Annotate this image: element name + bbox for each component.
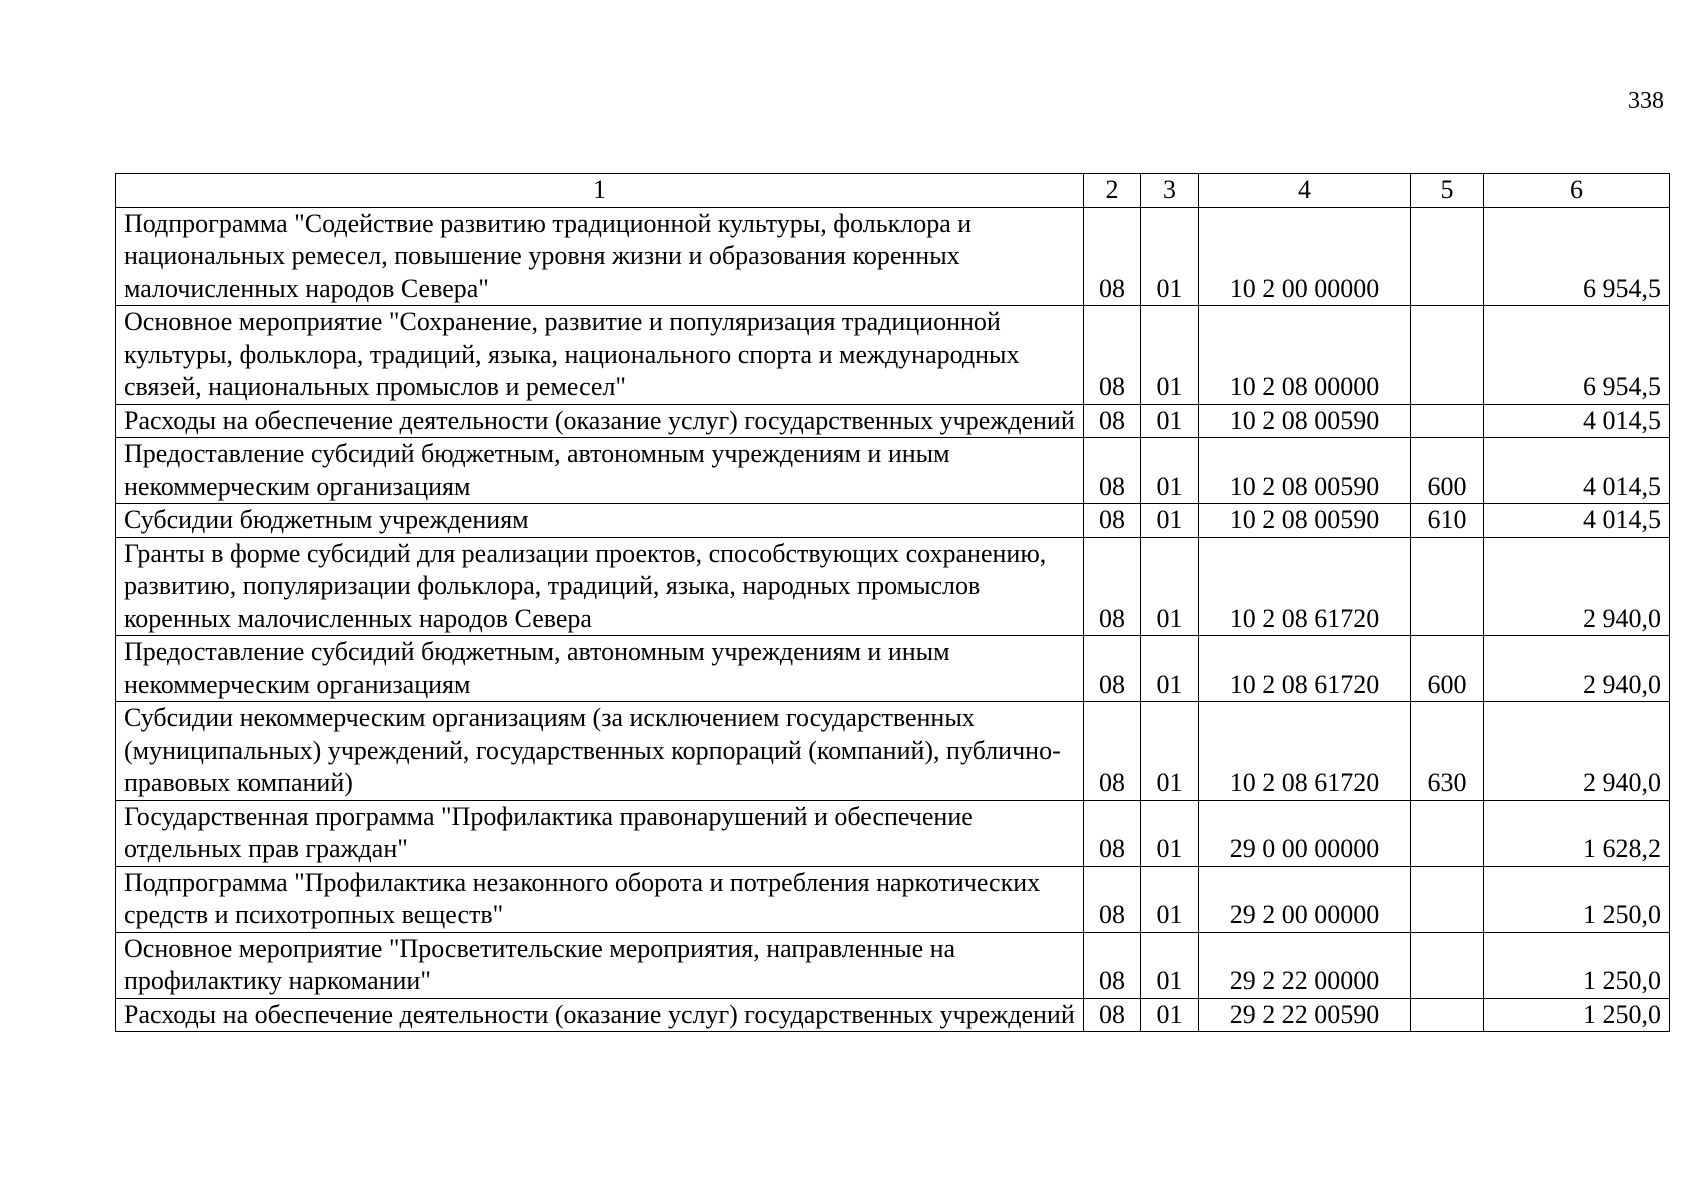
column-header-amount: 6	[1484, 174, 1670, 208]
table-row	[116, 207, 1670, 306]
row-expense-type-cell	[1411, 932, 1484, 998]
row-target-article-cell: 29 2 22 00000	[1199, 932, 1411, 998]
row-expense-type-cell	[1411, 404, 1484, 438]
row-amount-cell: 2 940,0	[1484, 537, 1670, 636]
row-name-cell: Основное мероприятие "Сохранение, развитие и популяризация традиционной культуры, фольклора, традиций, языка, национального спорта и международных связей, национальных промыслов и ремесел"	[116, 306, 1084, 405]
column-header-name: 1	[116, 174, 1084, 208]
row-target-article-cell: 10 2 08 00590	[1199, 404, 1411, 438]
row-expense-type-cell	[1411, 306, 1484, 405]
header-row	[116, 174, 1670, 208]
row-subsection-cell: 01	[1141, 932, 1199, 998]
row-name-cell: Предоставление субсидий бюджетным, автономным учреждениям и иным некоммерческим организациям	[116, 636, 1084, 702]
row-section-cell: 08	[1084, 207, 1141, 306]
table-row	[116, 438, 1670, 504]
row-section-cell: 08	[1084, 404, 1141, 438]
table-row	[116, 800, 1670, 866]
row-expense-type-cell	[1411, 207, 1484, 306]
row-target-article-cell: 29 0 00 00000	[1199, 800, 1411, 866]
table-row	[116, 404, 1670, 438]
row-name-cell: Субсидии некоммерческим организациям (за исключением государственных (муниципальных) учреждений, государственных корпораций (компаний), публично-правовых компаний)	[116, 702, 1084, 801]
row-section-cell: 08	[1084, 438, 1141, 504]
table-row	[116, 866, 1670, 932]
row-subsection-cell: 01	[1141, 404, 1199, 438]
table-row	[116, 504, 1670, 538]
row-subsection-cell: 01	[1141, 636, 1199, 702]
row-subsection-cell: 01	[1141, 306, 1199, 405]
row-section-cell: 08	[1084, 702, 1141, 801]
row-name-cell: Субсидии бюджетным учреждениям	[116, 504, 1084, 538]
row-subsection-cell: 01	[1141, 800, 1199, 866]
row-section-cell: 08	[1084, 932, 1141, 998]
row-amount-cell: 2 940,0	[1484, 636, 1670, 702]
row-amount-cell: 1 628,2	[1484, 800, 1670, 866]
table-row	[116, 636, 1670, 702]
page-number: 338	[1628, 88, 1664, 114]
row-amount-cell: 4 014,5	[1484, 404, 1670, 438]
row-amount-cell: 1 250,0	[1484, 998, 1670, 1032]
column-header-target-article: 4	[1199, 174, 1411, 208]
row-section-cell: 08	[1084, 537, 1141, 636]
row-name-cell: Государственная программа "Профилактика правонарушений и обеспечение отдельных прав граждан"	[116, 800, 1084, 866]
row-amount-cell: 6 954,5	[1484, 306, 1670, 405]
table-row	[116, 306, 1670, 405]
row-section-cell: 08	[1084, 636, 1141, 702]
row-target-article-cell: 29 2 22 00590	[1199, 998, 1411, 1032]
row-expense-type-cell	[1411, 998, 1484, 1032]
row-target-article-cell: 10 2 08 61720	[1199, 636, 1411, 702]
row-expense-type-cell	[1411, 800, 1484, 866]
row-expense-type-cell	[1411, 537, 1484, 636]
row-subsection-cell: 01	[1141, 998, 1199, 1032]
row-expense-type-cell: 630	[1411, 702, 1484, 801]
row-name-cell: Расходы на обеспечение деятельности (оказание услуг) государственных учреждений	[116, 404, 1084, 438]
row-subsection-cell: 01	[1141, 438, 1199, 504]
table-row	[116, 998, 1670, 1032]
row-target-article-cell: 10 2 08 00590	[1199, 438, 1411, 504]
row-expense-type-cell: 610	[1411, 504, 1484, 538]
row-amount-cell: 1 250,0	[1484, 932, 1670, 998]
table-row	[116, 702, 1670, 801]
row-section-cell: 08	[1084, 306, 1141, 405]
table-row	[116, 932, 1670, 998]
row-section-cell: 08	[1084, 866, 1141, 932]
row-expense-type-cell	[1411, 866, 1484, 932]
column-header-expense-type: 5	[1411, 174, 1484, 208]
row-name-cell: Расходы на обеспечение деятельности (оказание услуг) государственных учреждений	[116, 998, 1084, 1032]
column-header-section: 2	[1084, 174, 1141, 208]
row-expense-type-cell: 600	[1411, 438, 1484, 504]
row-name-cell: Подпрограмма "Содействие развитию традиционной культуры, фольклора и национальных ремесел, повышение уровня жизни и образования коренных малочисленных народов Севера"	[116, 207, 1084, 306]
row-subsection-cell: 01	[1141, 537, 1199, 636]
row-section-cell: 08	[1084, 504, 1141, 538]
row-subsection-cell: 01	[1141, 702, 1199, 801]
row-section-cell: 08	[1084, 998, 1141, 1032]
row-expense-type-cell: 600	[1411, 636, 1484, 702]
row-amount-cell: 4 014,5	[1484, 504, 1670, 538]
row-amount-cell: 2 940,0	[1484, 702, 1670, 801]
row-subsection-cell: 01	[1141, 504, 1199, 538]
row-name-cell: Предоставление субсидий бюджетным, автономным учреждениям и иным некоммерческим организациям	[116, 438, 1084, 504]
row-name-cell: Гранты в форме субсидий для реализации проектов, способствующих сохранению, развитию, популяризации фольклора, традиций, языка, народных промыслов коренных малочисленных народов Севера	[116, 537, 1084, 636]
row-target-article-cell: 10 2 08 61720	[1199, 702, 1411, 801]
row-name-cell: Основное мероприятие "Просветительские мероприятия, направленные на профилактику наркомании"	[116, 932, 1084, 998]
row-amount-cell: 1 250,0	[1484, 866, 1670, 932]
row-amount-cell: 6 954,5	[1484, 207, 1670, 306]
row-target-article-cell: 10 2 00 00000	[1199, 207, 1411, 306]
row-target-article-cell: 29 2 00 00000	[1199, 866, 1411, 932]
column-header-subsection: 3	[1141, 174, 1199, 208]
table-row	[116, 537, 1670, 636]
row-section-cell: 08	[1084, 800, 1141, 866]
row-subsection-cell: 01	[1141, 207, 1199, 306]
row-target-article-cell: 10 2 08 00000	[1199, 306, 1411, 405]
row-subsection-cell: 01	[1141, 866, 1199, 932]
row-name-cell: Подпрограмма "Профилактика незаконного оборота и потребления наркотических средств и психотропных веществ"	[116, 866, 1084, 932]
row-target-article-cell: 10 2 08 00590	[1199, 504, 1411, 538]
row-target-article-cell: 10 2 08 61720	[1199, 537, 1411, 636]
budget-table	[115, 173, 1670, 1032]
row-amount-cell: 4 014,5	[1484, 438, 1670, 504]
